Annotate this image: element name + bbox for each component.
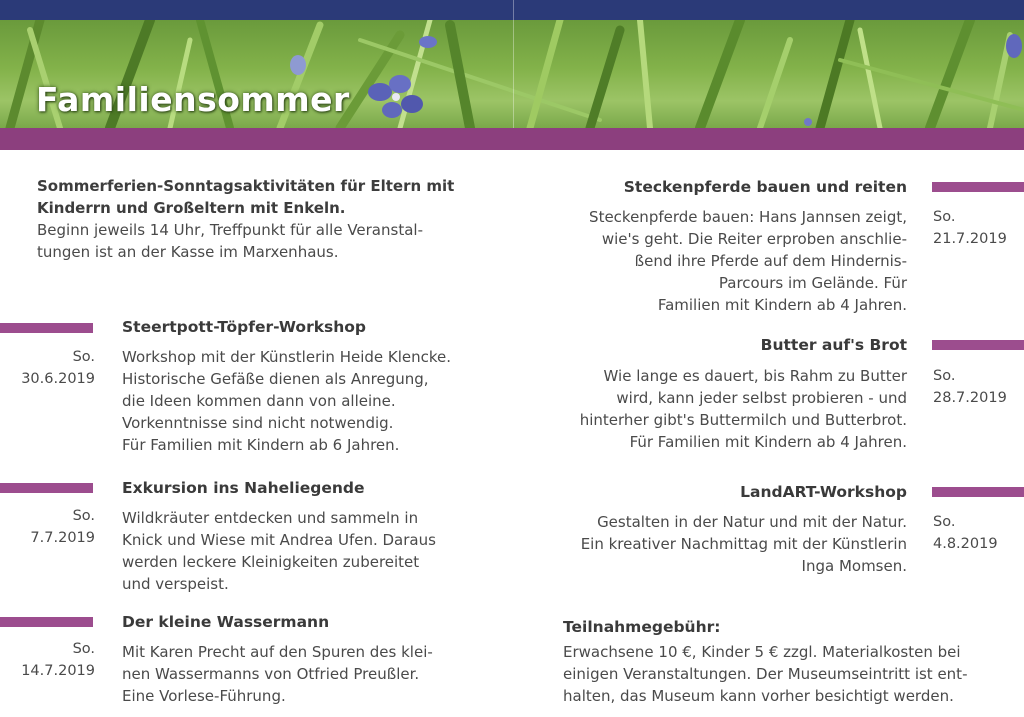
accent-bar [0,323,93,333]
intro-line: tungen ist an der Kasse im Marxenhaus. [37,243,339,261]
event-date: 21.7.2019 [933,231,1007,247]
event-date-exkursion [0,505,95,549]
grass-banner-image [0,20,1024,128]
event-line: Familien mit Kindern ab 4 Jahren. [657,296,907,314]
event-date: 14.7.2019 [21,663,95,679]
event-day: So. [72,349,95,365]
event-line: Workshop mit der Künstlerin Heide Klencke. [122,348,452,366]
accent-bar [932,487,1024,497]
event-date-landart [933,511,998,555]
event-description-steckenpferde [589,206,907,316]
event-description-wassermann [122,641,433,707]
event-date-wassermann [0,638,95,682]
event-date: 4.8.2019 [933,536,998,552]
intro-text [37,175,477,263]
intro-bold-line: Kinderrn und Großeltern mit Enkeln. [37,199,346,217]
event-title-steckenpferde: Steckenpferde bauen und reiten [623,178,907,196]
event-line: ßend ihre Pferde auf dem Hindernis- [634,252,907,270]
event-day: So. [72,508,95,524]
event-day: So. [933,514,956,530]
event-line: Für Familien mit Kindern ab 6 Jahren. [122,436,400,454]
fee-heading: Teilnahmegebühr: [563,618,721,636]
event-title-wassermann: Der kleine Wassermann [122,613,330,631]
event-day: So. [72,641,95,657]
fee-line: einigen Veranstaltungen. Der Museumseintritt ist ent- [563,665,968,683]
accent-bar [0,617,93,627]
event-line: wie's geht. Die Reiter erproben anschlie- [601,230,907,248]
event-line: Wildkräuter entdecken und sammeln in [122,509,419,527]
event-line: Für Familien mit Kindern ab 4 Jahren. [629,433,907,451]
page-title: Familiensommer [36,80,350,119]
event-line: Steckenpferde bauen: Hans Jannsen zeigt, [589,208,907,226]
event-date-steertpott [0,346,95,390]
event-line: Ein kreativer Nachmittag mit der Künstlerin [580,535,907,553]
event-description-landart [581,511,907,577]
event-line: wird, kann jeder selbst probieren - und [616,389,907,407]
event-line: hinterher gibt's Buttermilch und Butterbrot. [579,411,907,429]
purple-header-band [0,128,1024,150]
event-title-butter: Butter auf's Brot [760,336,907,354]
event-line: Wie lange es dauert, bis Rahm zu Butter [603,367,907,385]
event-line: werden leckere Kleinigkeiten zubereitet [122,553,420,571]
accent-bar [932,340,1024,350]
accent-bar [932,182,1024,192]
intro-bold-line: Sommerferien-Sonntagsaktivitäten für Eltern mit [37,177,455,195]
fee-line: halten, das Museum kann vorher besichtigt werden. [563,687,954,705]
event-description-butter [580,365,907,453]
event-line: Mit Karen Precht auf den Spuren des klei- [122,643,433,661]
event-line: und verspeist. [122,575,229,593]
event-day: So. [933,368,956,384]
intro-line: Beginn jeweils 14 Uhr, Treffpunkt für alle Veranstal- [37,221,423,239]
event-line: die Ideen kommen dann von alleine. [122,392,396,410]
top-strip [0,0,1024,20]
event-day: So. [933,209,956,225]
event-title-exkursion: Exkursion ins Naheliegende [122,479,365,497]
event-line: nen Wassermanns von Otfried Preußler. [122,665,420,683]
event-description-steertpott [122,346,451,456]
event-date-butter [933,365,1007,409]
event-line: Eine Vorlese-Führung. [122,687,286,705]
fee-description [563,641,967,707]
event-date-steckenpferde [933,206,1007,250]
event-date: 7.7.2019 [30,530,95,546]
fee-line: Erwachsene 10 €, Kinder 5 € zzgl. Materialkosten bei [563,643,961,661]
event-line: Inga Momsen. [801,557,907,575]
event-date: 28.7.2019 [933,390,1007,406]
event-title-steertpott: Steertpott-Töpfer-Workshop [122,318,367,336]
event-date: 30.6.2019 [21,371,95,387]
event-line: Historische Gefäße dienen als Anregung, [122,370,429,388]
event-line: Knick und Wiese mit Andrea Ufen. Daraus [122,531,436,549]
accent-bar [0,483,93,493]
event-description-exkursion [122,507,436,595]
event-line: Parcours im Gelände. Für [718,274,907,292]
event-line: Vorkenntnisse sind nicht notwendig. [122,414,394,432]
event-title-landart: LandART-Workshop [740,483,907,501]
event-line: Gestalten in der Natur und mit der Natur. [597,513,907,531]
